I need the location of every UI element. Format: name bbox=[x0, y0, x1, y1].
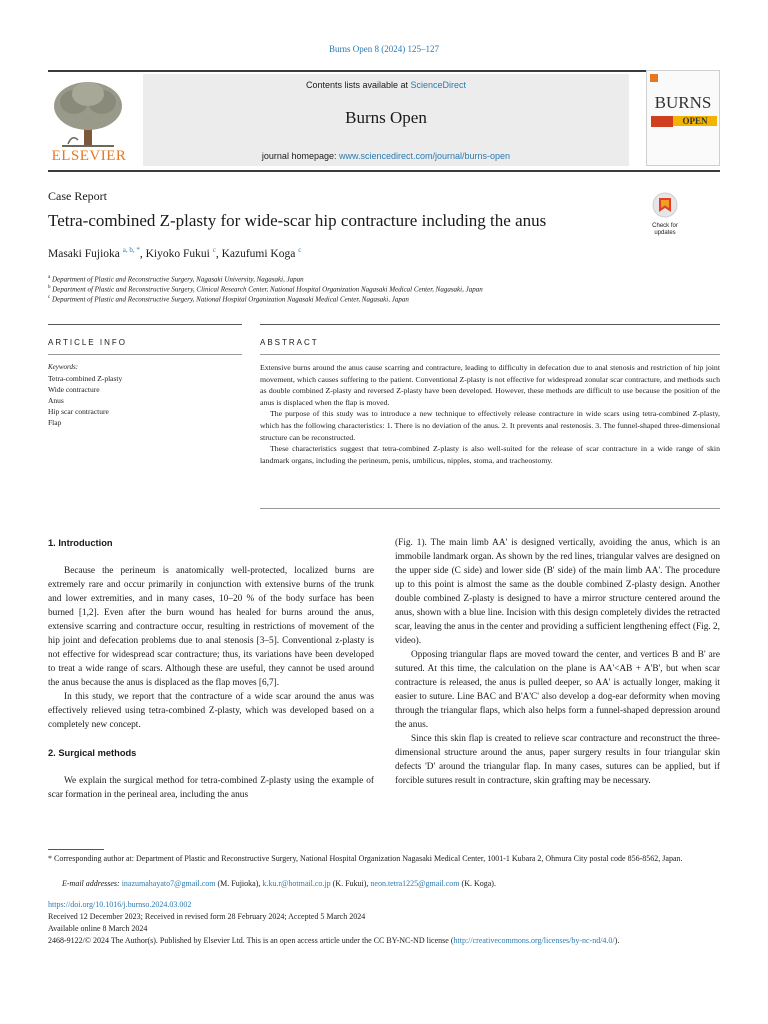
abstract-text bbox=[260, 362, 720, 466]
check-for-updates-badge[interactable] bbox=[644, 192, 686, 234]
affiliation bbox=[48, 295, 409, 303]
keyword: Hip scar contracture bbox=[48, 407, 109, 416]
sciencedirect-link[interactable]: ScienceDirect bbox=[410, 80, 467, 90]
keyword: Flap bbox=[48, 418, 62, 427]
section-rule bbox=[260, 508, 720, 509]
affiliation-text: Department of Plastic and Reconstructive Surgery, National Hospital Organization Nagasaki Medical Center, Nagasaki, Japan bbox=[51, 295, 409, 304]
abstract-paragraph: Extensive burns around the anus cause scarring and contracture, leading to difficulty in defecation due to anal stenosis and restriction of hip joint movement, which causes suffering to the patient. Conventional Z-plasty is not effective for widespread zonular scar contracture, and methods such as double combined Z-plasty and reversed Z-plasty have been developed. However, these methods are difficult to use because the position of the anus is displaced when the flap is moved. bbox=[260, 363, 720, 407]
author-sup[interactable]: c bbox=[212, 246, 216, 254]
journal-header-band bbox=[143, 74, 629, 166]
journal-citation[interactable]: Burns Open 8 (2024) 125–127 bbox=[329, 44, 439, 54]
affiliation-sup: b bbox=[48, 285, 51, 290]
body-paragraph: Since this skin flap is created to relieve scar contracture and reconstruct the three-dimensional structure around the anus, paper surgery results in four triangular skin defects 'D' around the triangular flap. In many cases, sutures can be applied, but if forcible sutures result in contracture, skin grafting may be necessary. bbox=[395, 734, 720, 786]
right-column bbox=[395, 536, 720, 788]
received-dates: Received 12 December 2023; Received in revised form 28 February 2024; Accepted 5 March 2024 bbox=[48, 912, 366, 921]
keywords-title: Keywords: bbox=[48, 363, 79, 371]
elsevier-logo[interactable] bbox=[48, 74, 130, 166]
author-name[interactable]: Kazufumi Koga bbox=[221, 247, 296, 260]
license-note bbox=[48, 935, 720, 947]
email-link[interactable]: k.ku.r@hotmail.co.jp bbox=[262, 879, 331, 888]
email-owner: (K. Fukui), bbox=[330, 879, 371, 888]
article-info-label: ARTICLE INFO bbox=[48, 338, 127, 347]
body-paragraph: We explain the surgical method for tetra-combined Z-plasty using the example of scar formation in the perineal area, including the anus bbox=[48, 776, 374, 800]
email-link[interactable]: inazumahayato7@gmail.com bbox=[121, 879, 216, 888]
section-rule bbox=[260, 354, 720, 355]
available-online: Available online 8 March 2024 bbox=[48, 924, 148, 933]
author-name[interactable]: Kiyoko Fukui bbox=[145, 247, 210, 260]
doi-link[interactable]: https://doi.org/10.1016/j.burnso.2024.03.002 bbox=[48, 900, 192, 909]
bookmark-icon bbox=[644, 192, 686, 218]
email-owner: (K. Koga). bbox=[459, 879, 496, 888]
affiliation bbox=[48, 285, 483, 293]
contents-prefix: Contents lists available at bbox=[305, 80, 411, 90]
journal-cover[interactable] bbox=[646, 70, 720, 166]
badge-text: Check for updates bbox=[652, 223, 678, 236]
body-paragraph: In this study, we report that the contracture of a wide scar around the anus was effectively relieved using tetra-combined Z-plasty, which was developed based on a completely new concept. bbox=[48, 692, 374, 730]
footnote-rule bbox=[48, 849, 104, 850]
contents-line bbox=[143, 80, 629, 90]
abstract-paragraph: The purpose of this study was to introduce a new technique to effectively release contracture in wide scars using tetra-combined Z-plasty, which has the following characteristics: 1. There is no deviation of the anus. 2. It prevents anal restenosis. 3. The funnel-shaped three-dimensional structure can be reconstructed. bbox=[260, 409, 720, 442]
section-rule bbox=[48, 354, 242, 355]
author-name[interactable]: Masaki Fujioka bbox=[48, 247, 120, 260]
email-owner: (M. Fujioka), bbox=[215, 879, 263, 888]
header-rule bbox=[48, 70, 720, 72]
journal-name: Burns Open bbox=[345, 108, 427, 127]
keyword: Anus bbox=[48, 396, 64, 405]
license-link[interactable]: http://creativecommons.org/licenses/by-nc-nd/4.0/ bbox=[453, 936, 615, 945]
author-list: Masaki Fujioka $^{a, b, *}$, Kiyoko Fukui $^c$, Kazufumi Koga $^c$ bbox=[48, 246, 302, 260]
article-title: Tetra-combined Z-plasty for wide-scar hip contracture including the anus bbox=[48, 211, 547, 230]
header-rule bbox=[48, 170, 720, 172]
license-suffix: ). bbox=[614, 936, 620, 945]
journal-homepage-link[interactable]: www.sciencedirect.com/journal/burns-open bbox=[338, 151, 511, 161]
abstract-paragraph: These characteristics suggest that tetra-combined Z-plasty is also well-suited for the release of scar contracture in a wide range of skin landmark organs, including the perineum, penis, umbilicus, nipples, stoma, and tracheostomy. bbox=[260, 444, 720, 465]
section-heading-introduction: 1. Introduction bbox=[48, 538, 113, 548]
affiliation bbox=[48, 275, 304, 283]
email-link[interactable]: neon.tetra1225@gmail.com bbox=[370, 879, 460, 888]
cover-title: BURNS bbox=[654, 93, 712, 112]
body-paragraph: (Fig. 1). The main limb AA' is designed vertically, avoiding the anus, which is an immobile landmark organ. As shown by the red lines, triangular valves are designed on the upper side (C side) and lower side (B' side) of the main limb AA'. The procedure up to this point is almost the same as the double combined Z-plasty design. Another double combined Z-plasty is designed to have a mirror structure centered around the anus, shown with a blue line. Incision with this design completely divides the retracted scar, leaving the anus in the center and providing a sufficient lengthening effect (Fig. 2, video). bbox=[395, 538, 720, 646]
cover-subtitle: OPEN bbox=[673, 116, 717, 126]
section-rule bbox=[260, 324, 720, 325]
cover-stripe bbox=[651, 116, 673, 127]
homepage-line bbox=[143, 151, 629, 161]
abstract-label: ABSTRACT bbox=[260, 338, 319, 347]
left-column bbox=[48, 536, 374, 802]
corresponding-author-note: * Corresponding author at: Department of Plastic and Reconstructive Surgery, National Hospital Organization Nagasaki Medical Center, 1001-1 Kubara 2, Ohmura City postal code 856-8562, Japan. bbox=[48, 854, 683, 863]
homepage-prefix: journal homepage: bbox=[261, 151, 339, 161]
affiliation-text: Department of Plastic and Reconstructive Surgery, Clinical Research Center, National Hospital Organization Nagasaki Medical Center, Nagasaki, Japan bbox=[52, 285, 483, 294]
author-sup[interactable]: c bbox=[298, 246, 302, 254]
section-rule bbox=[48, 324, 242, 325]
email-label: E-mail addresses: bbox=[62, 879, 122, 888]
license-text: 2468-9122/© 2024 The Author(s). Published by Elsevier Ltd. This is an open access article under the CC BY-NC-ND license ( bbox=[48, 936, 454, 945]
affiliation-text: Department of Plastic and Reconstructive Surgery, Nagasaki University, Nagasaki, Japan bbox=[51, 275, 304, 284]
article-type: Case Report bbox=[48, 189, 107, 203]
affiliation-sup: a bbox=[48, 275, 51, 280]
email-addresses bbox=[48, 878, 734, 890]
section-heading-methods: 2. Surgical methods bbox=[48, 748, 137, 758]
keyword: Wide contracture bbox=[48, 385, 100, 394]
cover-logo-mark bbox=[650, 74, 658, 82]
body-paragraph: Opposing triangular flaps are moved toward the center, and vertices B and B' are sutured. At this time, the calculation on the plane is AA'<AB + A'B', but when scar contracture is released, the anus is pulled deeper, so AA' is actually longer, making it easier to suture. Line BAC and B'A'C' also develop a dog-ear deformity when moving through the triangular flaps, which also helps form a funnel-shaped depression around the anus. bbox=[395, 650, 720, 730]
keyword: Tetra-combined Z-plasty bbox=[48, 374, 123, 383]
author-sup[interactable]: a, b, * bbox=[122, 246, 140, 254]
publisher-name: ELSEVIER bbox=[51, 148, 127, 164]
affiliation-sup: c bbox=[48, 295, 51, 300]
body-paragraph: Because the perineum is anatomically well-protected, localized burns are extremely rare and occur primarily in conjunction with extensive burns of the trunk and lower extremities, and in many cases, 10–20 % of the body surface has been burned [1,2]. Even after the burn wound has healed for burns around the anus, extensive scarring and contracture occur, resulting in restrictions of movement of the hip joint and defecation problems due to anal stenosis [3–5]. Conventional z-plasty is not effective for widespread scar contracture; thus, its variations have been developed to treat a wide range of scars. Although these are useful, they cannot be used around the anus because the anus is displaced as the flap moves [6,7]. bbox=[48, 566, 374, 688]
